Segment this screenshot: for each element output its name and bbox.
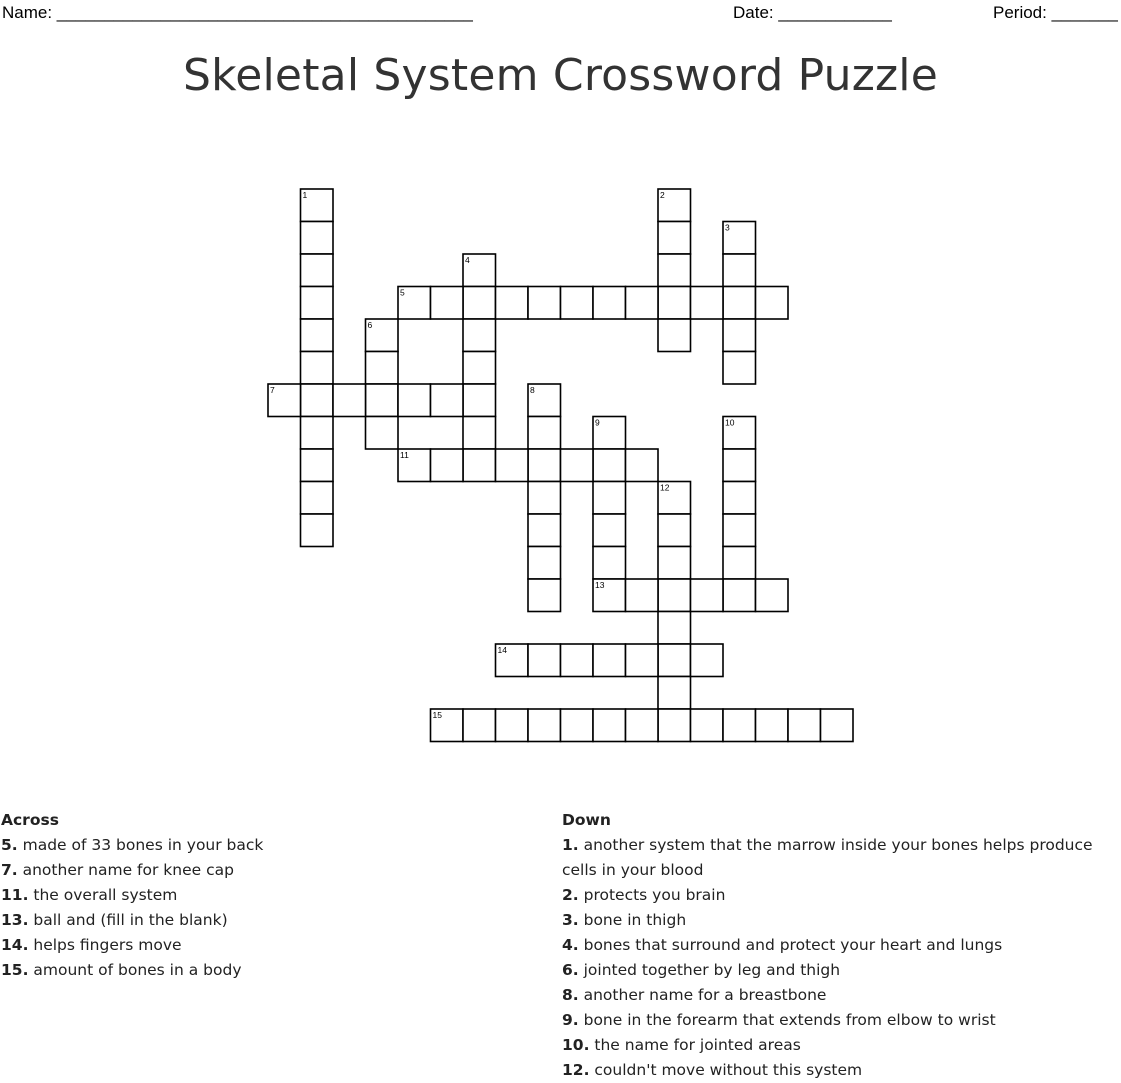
grid-cell[interactable] xyxy=(593,514,626,547)
grid-cell[interactable] xyxy=(691,644,724,677)
cell-number: 9 xyxy=(595,417,600,428)
grid-cell[interactable] xyxy=(561,287,594,320)
clue-text: protects you brain xyxy=(578,886,726,904)
grid-cell[interactable] xyxy=(528,482,561,515)
page-title: Skeletal System Crossword Puzzle xyxy=(183,50,938,101)
down-clue xyxy=(562,1058,1107,1083)
grid-cell[interactable] xyxy=(301,417,334,450)
cell-number: 6 xyxy=(367,320,373,330)
grid-cell[interactable] xyxy=(691,709,724,742)
across-clue xyxy=(1,958,521,983)
clue-number: 10. xyxy=(562,1036,590,1054)
clue-text: made of 33 bones in your back xyxy=(17,836,264,854)
clue-text: another name for a breastbone xyxy=(578,986,827,1004)
grid-cell[interactable] xyxy=(561,709,594,742)
grid-cell[interactable] xyxy=(301,287,334,320)
across-clue xyxy=(1,833,521,858)
clue-number: 6. xyxy=(562,961,579,979)
grid-cell[interactable] xyxy=(658,579,691,612)
grid-cell[interactable] xyxy=(626,709,659,742)
grid-cell[interactable] xyxy=(463,709,496,742)
grid-cell[interactable] xyxy=(528,287,561,320)
clue-number: 3. xyxy=(562,911,579,929)
down-heading: Down xyxy=(562,811,611,829)
down-clue xyxy=(562,908,1107,933)
clue-text: amount of bones in a body xyxy=(28,961,242,979)
grid-cell[interactable] xyxy=(528,417,561,450)
clue-text: another name for knee cap xyxy=(17,861,234,879)
grid-cell[interactable] xyxy=(398,384,431,417)
grid-cell[interactable] xyxy=(301,449,334,482)
grid-cell[interactable] xyxy=(366,384,399,417)
cell-number: 15 xyxy=(432,710,442,720)
grid-cell[interactable] xyxy=(301,222,334,255)
grid-cell[interactable] xyxy=(593,547,626,580)
grid-cell[interactable] xyxy=(463,384,496,417)
clue-text: another system that the marrow inside your bones helps produce cells in your blood xyxy=(562,836,1093,879)
cell-number: 10 xyxy=(725,417,735,428)
clue-text: bone in the forearm that extends from elbow to wrist xyxy=(578,1011,996,1029)
clue-text: bone in thigh xyxy=(578,911,687,929)
down-clue-list xyxy=(562,833,1107,1083)
grid-cell[interactable] xyxy=(463,352,496,385)
grid-cell[interactable] xyxy=(756,579,789,612)
grid-cell[interactable] xyxy=(333,384,366,417)
grid-cell[interactable] xyxy=(626,644,659,677)
date-field-label: Date: ____________ xyxy=(733,3,892,22)
grid-cell[interactable] xyxy=(528,547,561,580)
clue-text: the name for jointed areas xyxy=(589,1036,801,1054)
grid-cell[interactable] xyxy=(301,384,334,417)
clue-number: 2. xyxy=(562,886,579,904)
across-clue xyxy=(1,883,521,908)
grid-cell[interactable] xyxy=(723,547,756,580)
down-clue xyxy=(562,1008,1107,1033)
clue-text: jointed together by leg and thigh xyxy=(578,961,841,979)
clue-text: helps fingers move xyxy=(28,936,182,954)
grid-cell[interactable] xyxy=(658,709,691,742)
clue-number: 8. xyxy=(562,986,579,1004)
grid-cell[interactable] xyxy=(431,384,464,417)
cell-number: 12 xyxy=(660,482,670,493)
grid-cell[interactable] xyxy=(658,677,691,710)
grid-cell[interactable] xyxy=(658,547,691,580)
grid-cell[interactable] xyxy=(691,287,724,320)
grid-cell[interactable] xyxy=(626,579,659,612)
grid-cell[interactable] xyxy=(658,254,691,287)
cell-number: 4 xyxy=(465,255,470,265)
grid-cell[interactable] xyxy=(431,287,464,320)
grid-cell[interactable] xyxy=(301,254,334,287)
grid-cell[interactable] xyxy=(756,709,789,742)
grid-cell[interactable] xyxy=(366,352,399,385)
across-heading: Across xyxy=(1,811,59,829)
down-clue xyxy=(562,983,1107,1008)
grid-cell[interactable] xyxy=(496,709,529,742)
grid-cell[interactable] xyxy=(528,644,561,677)
grid-cell[interactable] xyxy=(301,319,334,352)
clue-number: 14. xyxy=(1,936,29,954)
clue-number: 7. xyxy=(1,861,18,879)
grid-cell[interactable] xyxy=(463,319,496,352)
grid-cell[interactable] xyxy=(366,417,399,450)
grid-cell[interactable] xyxy=(658,644,691,677)
grid-cell[interactable] xyxy=(658,319,691,352)
clue-number: 4. xyxy=(562,936,579,954)
grid-cell[interactable] xyxy=(593,709,626,742)
grid-cell[interactable] xyxy=(756,287,789,320)
across-clues xyxy=(1,808,521,983)
grid-cell[interactable] xyxy=(561,449,594,482)
grid-cell[interactable] xyxy=(723,482,756,515)
across-clue xyxy=(1,908,521,933)
name-field-label: Name: ____________________________________________ xyxy=(2,3,473,22)
grid-cell[interactable] xyxy=(691,579,724,612)
clue-text: ball and (fill in the blank) xyxy=(28,911,228,929)
down-clue xyxy=(562,883,1107,908)
grid-cell[interactable] xyxy=(658,222,691,255)
grid-cell[interactable] xyxy=(528,709,561,742)
grid-cell[interactable] xyxy=(723,287,756,320)
period-field-label: Period: _______ xyxy=(993,3,1118,22)
grid-cell[interactable] xyxy=(593,482,626,515)
down-clue xyxy=(562,833,1107,883)
down-clue xyxy=(562,933,1107,958)
cell-number: 2 xyxy=(660,190,665,200)
grid-cell[interactable] xyxy=(626,449,659,482)
clue-text: bones that surround and protect your heart and lungs xyxy=(578,936,1003,954)
grid-cell[interactable] xyxy=(593,449,626,482)
cell-number: 11 xyxy=(400,450,409,460)
clue-number: 11. xyxy=(1,886,29,904)
grid-cell[interactable] xyxy=(723,709,756,742)
across-clue-list xyxy=(1,833,521,983)
grid-cell[interactable] xyxy=(723,319,756,352)
cell-number: 3 xyxy=(725,222,730,233)
grid-cell[interactable] xyxy=(723,449,756,482)
down-clue xyxy=(562,1033,1107,1058)
grid-cell[interactable] xyxy=(431,449,464,482)
grid-cell[interactable] xyxy=(301,352,334,385)
grid-cell[interactable] xyxy=(496,449,529,482)
grid-cell[interactable] xyxy=(301,482,334,515)
clue-number: 15. xyxy=(1,961,29,979)
grid-cell[interactable] xyxy=(723,352,756,385)
down-clues xyxy=(562,808,1107,1083)
grid-cell[interactable] xyxy=(528,449,561,482)
cell-number: 13 xyxy=(595,580,605,590)
grid-cell[interactable] xyxy=(528,514,561,547)
across-clue xyxy=(1,933,521,958)
grid-cell[interactable] xyxy=(301,514,334,547)
grid-cell[interactable] xyxy=(658,612,691,645)
grid-cell[interactable] xyxy=(463,417,496,450)
grid-cell[interactable] xyxy=(788,709,821,742)
grid-cell[interactable] xyxy=(723,514,756,547)
grid-cell[interactable] xyxy=(593,287,626,320)
across-clue xyxy=(1,858,521,883)
clue-number: 12. xyxy=(562,1061,590,1079)
grid-cell[interactable] xyxy=(561,644,594,677)
grid-cell[interactable] xyxy=(528,579,561,612)
grid-cell[interactable] xyxy=(658,287,691,320)
grid-cell[interactable] xyxy=(593,644,626,677)
cell-number: 1 xyxy=(302,190,308,200)
grid-cell[interactable] xyxy=(496,287,529,320)
grid-cell[interactable] xyxy=(463,449,496,482)
down-clue xyxy=(562,958,1107,983)
grid-cell[interactable] xyxy=(821,709,854,742)
cell-number: 14 xyxy=(497,645,507,655)
grid-cell[interactable] xyxy=(723,579,756,612)
clue-number: 13. xyxy=(1,911,29,929)
grid-cell[interactable] xyxy=(658,514,691,547)
grid-cell[interactable] xyxy=(463,287,496,320)
clue-number: 5. xyxy=(1,836,18,854)
grid-cell[interactable] xyxy=(723,254,756,287)
clue-text: the overall system xyxy=(28,886,178,904)
cell-number: 7 xyxy=(270,385,275,395)
cell-number: 8 xyxy=(530,385,535,395)
clue-text: couldn't move without this system xyxy=(589,1061,863,1079)
clue-number: 1. xyxy=(562,836,579,854)
clue-number: 9. xyxy=(562,1011,579,1029)
grid-cell[interactable] xyxy=(626,287,659,320)
cell-number: 5 xyxy=(400,287,405,298)
